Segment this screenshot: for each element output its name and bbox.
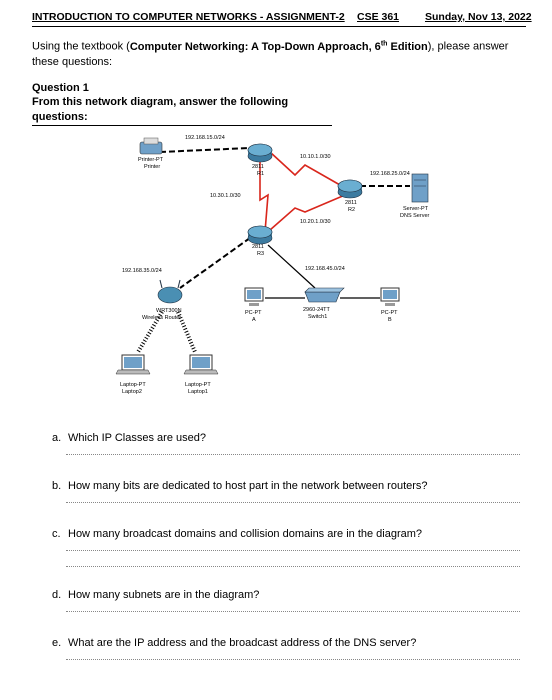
question-d: d. How many subnets are in the diagram? bbox=[52, 589, 260, 601]
label-net-switch: 192.168.45.0/24 bbox=[305, 266, 345, 272]
diagram-labels bbox=[120, 135, 430, 395]
answer-line-d[interactable] bbox=[66, 611, 520, 612]
label-pca-name: A bbox=[252, 317, 256, 323]
label-server-name: DNS Server bbox=[400, 213, 430, 219]
course-title: INTRODUCTION TO COMPUTER NETWORKS - ASSIGNMENT-2 bbox=[32, 11, 345, 23]
label-net-printer: 192.168.15.0/24 bbox=[185, 135, 225, 141]
label-switch-model: 2960-24TT bbox=[303, 307, 330, 313]
label-r1-name: R1 bbox=[257, 171, 265, 177]
pc-b-icon bbox=[381, 288, 399, 306]
label-net-r1-r3: 10.30.1.0/30 bbox=[210, 193, 241, 199]
course-code: CSE 361 bbox=[357, 11, 400, 23]
label-pca-model: PC-PT bbox=[245, 310, 262, 316]
label-net-server: 192.168.25.0/24 bbox=[370, 171, 410, 177]
label-pcb-model: PC-PT bbox=[381, 310, 398, 316]
label-pcb-name: B bbox=[388, 317, 392, 323]
router-r3-icon bbox=[248, 226, 272, 244]
laptop2-icon bbox=[116, 355, 150, 374]
question-c: c. How many broadcast domains and collision domains are in the diagram? bbox=[52, 528, 423, 540]
link-r3-wrt bbox=[180, 238, 250, 288]
laptop1-icon bbox=[184, 355, 218, 374]
question-e: e. What are the IP address and the broadcast address of the DNS server? bbox=[52, 637, 417, 649]
question-title: Question 1 bbox=[32, 82, 89, 94]
link-printer-r1 bbox=[160, 148, 250, 152]
answer-line-c1[interactable] bbox=[66, 550, 520, 551]
label-printer-model: Printer-PT bbox=[138, 157, 164, 163]
label-wrt-name: Wireless Router bbox=[142, 315, 182, 321]
label-r2-name: R2 bbox=[348, 207, 356, 213]
intro-text: Using the textbook (Computer Networking: A Top-Down Approach, 6th Edition), please answer these questions: bbox=[32, 40, 509, 68]
answer-line-c2[interactable] bbox=[66, 566, 520, 567]
label-net-r1-r2: 10.10.1.0/30 bbox=[300, 154, 331, 160]
label-printer-name: Printer bbox=[144, 164, 161, 170]
question-a: a. Which IP Classes are used? bbox=[52, 432, 206, 444]
links bbox=[138, 148, 410, 352]
network-diagram bbox=[100, 120, 460, 420]
label-r3-model: 2811 bbox=[252, 244, 264, 250]
assignment-date: Sunday, Nov 13, 2022 bbox=[425, 11, 532, 23]
label-net-wireless: 192.168.35.0/24 bbox=[122, 268, 162, 274]
pc-a-icon bbox=[245, 288, 263, 306]
question-subtitle: From this network diagram, answer the following questions: bbox=[32, 95, 332, 126]
answer-line-a[interactable] bbox=[66, 454, 520, 455]
printer-icon bbox=[140, 138, 162, 154]
label-net-r2-r3: 10.20.1.0/30 bbox=[300, 219, 331, 225]
switch-icon bbox=[305, 288, 344, 302]
router-r1-icon bbox=[248, 144, 272, 162]
label-lap2-name: Laptop2 bbox=[122, 389, 142, 395]
label-r2-model: 2811 bbox=[345, 200, 357, 206]
label-wrt-model: WRT300N bbox=[156, 308, 182, 314]
server-icon bbox=[412, 174, 428, 202]
label-lap2-model: Laptop-PT bbox=[120, 382, 146, 388]
document-header bbox=[32, 8, 532, 27]
router-r2-icon bbox=[338, 180, 362, 198]
label-server-model: Server-PT bbox=[403, 206, 429, 212]
label-lap1-model: Laptop-PT bbox=[185, 382, 211, 388]
answer-line-b[interactable] bbox=[66, 502, 520, 503]
label-switch-name: Switch1 bbox=[308, 314, 328, 320]
label-r3-name: R3 bbox=[257, 251, 265, 257]
label-lap1-name: Laptop1 bbox=[188, 389, 208, 395]
answer-line-e[interactable] bbox=[66, 659, 520, 660]
label-r1-model: 2811 bbox=[252, 164, 264, 170]
question-b: b. How many bits are dedicated to host part in the network between routers? bbox=[52, 480, 428, 492]
wireless-router-icon bbox=[158, 280, 182, 303]
